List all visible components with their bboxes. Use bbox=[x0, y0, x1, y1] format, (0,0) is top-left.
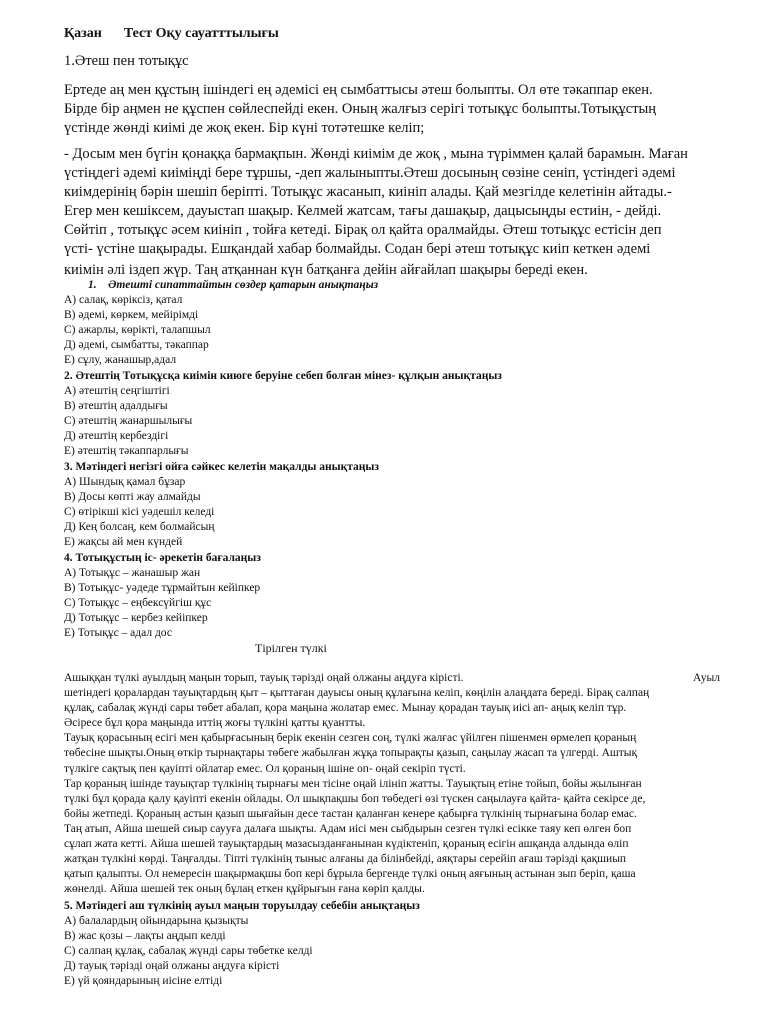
text-line: құлақ, сабалақ жүнді сары төбет абалап, қора маңына жолатар емес. Мынау қорадан тауық иісі ап- аңық келіп тұр. bbox=[64, 702, 627, 715]
document-header bbox=[64, 26, 279, 42]
text-line: Ашыққан түлкі ауылдың маңын торып, тауық тәрізді оңай олжаны аңдуға кірісті. Ауыл bbox=[64, 671, 704, 686]
answer-option[interactable]: В) жас қозы – лақты аңдып келді bbox=[64, 930, 226, 942]
text-line: жөнелді. Айша шешей тек оның бұлаң еткен құйрығын ғана көріп қалды. bbox=[64, 883, 425, 896]
answer-option[interactable]: С) Тотықұс – еңбексүйгіш құс bbox=[64, 597, 212, 609]
question-title: 4. Тотықұстың іс- әрекетін бағалаңыз bbox=[64, 552, 261, 564]
answer-option[interactable]: А) әтештің сеңгіштігі bbox=[64, 385, 170, 397]
question-title: 1. Әтешті сипаттайтын сөздер қатарын анықтаңыз bbox=[88, 279, 379, 291]
text-line: бойы жетпеді. Қораның астын қазып шығайын десе тастан қаланған кенере қабырға түлкінің тырнағына болар емас. bbox=[64, 807, 637, 820]
answer-option[interactable]: Е) жақсы ай мен күндей bbox=[64, 536, 183, 548]
text-line: - Досым мен бүгін қонаққа бармақпын. Жөнді киімім де жоқ , мына түріммен қалай барамын. Маған bbox=[64, 146, 688, 162]
header-title: Тест Оқу сауатттылығы bbox=[123, 26, 279, 41]
answer-option[interactable]: Е) сұлу, жанашыр,адал bbox=[64, 354, 177, 366]
answer-option[interactable]: С) ажарлы, көрікті, талапшыл bbox=[64, 324, 211, 336]
answer-option[interactable]: А) Шындық қамал бұзар bbox=[64, 476, 186, 488]
text-line: Әсіресе бұл қора маңында иттің жоғы түлкіні қатты қуантты. bbox=[64, 717, 366, 730]
answer-option[interactable]: Д) әдемі, сымбатты, тәкаппар bbox=[64, 339, 209, 351]
answer-option[interactable]: Д) Тотықұс – кербез кейіпкер bbox=[64, 612, 208, 624]
answer-option[interactable]: А) салақ, көріксіз, қатал bbox=[64, 294, 183, 306]
answer-option[interactable]: В) Досы көпті жау алмайды bbox=[64, 491, 201, 503]
answer-option[interactable]: С) өтірікші кісі уәдешіл келеді bbox=[64, 506, 215, 518]
text-line: Таң атып, Айша шешей сиыр саууға далаға шықты. Адам иісі мен сыбдырын сезген түлкі есікке таяу кеп өлген боп bbox=[64, 822, 632, 835]
answer-option[interactable]: А) Тотықұс – жанашыр жан bbox=[64, 567, 201, 579]
question-5 bbox=[64, 899, 420, 989]
question-title: 3. Мәтіндегі негізгі ойға сәйкес келетін мақалды анықтаңыз bbox=[64, 461, 380, 473]
text-line: Ертеде аң мен құстың ішіндегі ең әдемісі ең сымбаттысы әтеш болыпты. Ол өте тәкаппар екен. bbox=[64, 82, 653, 98]
text-line: үстінде жөнді киімі де жоқ екен. Бір күні тотәтешке келіп; bbox=[64, 120, 425, 136]
answer-option[interactable]: С) әтештің жанаршылығы bbox=[64, 415, 193, 427]
text-line: Бірде бір аңмен не құспен сөйлеспейді екен. Оның жалғыз серігі тотықұс болыпты.Тотықұстың bbox=[64, 101, 657, 117]
text-line: қатып қалыпты. Ол немересін шақырмақшы боп кері бұрыла бергенде түлкі оның аяғының астынан зып беріп, қаша bbox=[64, 868, 636, 881]
text-line: жатқан түлкіні көрді. Таңғалды. Тіпті түлкінің тыныс алғаны да білінбейді, аяқтары серейіп ағаш тәрізді қақшиып bbox=[64, 853, 627, 866]
question-title: 2. Әтештің Тотықұсқа киімін киюге беруіне себеп болған мінез- құлқын анықтаңыз bbox=[64, 370, 502, 382]
question-title: 5. Мәтіндегі аш түлкінің ауыл маңын торуылдау себебін анықтаңыз bbox=[64, 900, 420, 912]
story-text bbox=[64, 671, 720, 897]
answer-option[interactable]: В) Тотықұс- уәдеде тұрмайтын кейіпкер bbox=[64, 582, 261, 594]
text-line: сұлап жата кетті. Айша шешей тауықтардың мазасызданғанынан күдіктеніп, қораның есігін ашқанда алдында өліп bbox=[64, 838, 629, 851]
answer-option[interactable]: Е) үй қояндарының иісіне елтіді bbox=[64, 975, 223, 987]
section1-paragraph3: киімін әлі іздеп жүр. Таң атқаннан күн батқанға дейін айғайлап шақыры береді екен. bbox=[64, 262, 588, 278]
question-1 bbox=[64, 278, 378, 368]
question-4 bbox=[64, 551, 261, 641]
text-line: Егер мен кешіксем, дауыстап шақыр. Келмей жатсам, тағы дашақыр, дацысыңды естиін, - дейді. bbox=[64, 203, 662, 219]
answer-option[interactable]: Д) тауық тәрізді оңай олжаны аңдуға кірісті bbox=[64, 960, 280, 972]
section1-title: 1.Әтеш пен тотықұс bbox=[64, 53, 189, 69]
answer-option[interactable]: Е) әтештің тәкаппарлығы bbox=[64, 445, 189, 457]
question-3 bbox=[64, 460, 379, 550]
section1-paragraph1 bbox=[64, 81, 656, 138]
answer-option[interactable]: В) әтештің адалдығы bbox=[64, 400, 168, 412]
answer-option[interactable]: С) салпаң құлақ, сабалақ жүнді сары төбетке келді bbox=[64, 945, 313, 957]
answer-option[interactable]: Д) Кең болсаң, кем болмайсың bbox=[64, 521, 215, 533]
header-city: Қазан bbox=[64, 26, 102, 41]
text-fragment: Ауыл bbox=[693, 672, 720, 684]
story-title: Тірілген түлкі bbox=[255, 641, 327, 655]
text-line: шетіндегі қоралардан тауықтардың қыт – қыттаған дауысы оның құлағына келіп, көңілін алаңдата береді. Бірақ салпаң bbox=[64, 687, 650, 700]
question-2 bbox=[64, 369, 502, 459]
text-line: түлкі бұл қорада қалу қауіпті екенін ойлады. Ол шықпақшы боп төбедегі өзі түскен саңылауға қайта- қайта секірсе де, bbox=[64, 792, 646, 805]
answer-option[interactable]: В) әдемі, көркем, мейірімді bbox=[64, 309, 199, 321]
section1-paragraph2 bbox=[64, 145, 688, 259]
answer-option[interactable]: А) балалардың ойындарына қызықты bbox=[64, 915, 249, 927]
answer-option[interactable]: Д) әтештің кербездігі bbox=[64, 430, 169, 442]
text-line: үсті- үстіне шақырады. Ешқандай хабар болмайды. Содан бері әтеш тотықұс киіп кеткен әдемі bbox=[64, 241, 651, 257]
text-line: үстіңдегі әдемі киіміңді бере тұршы, -деп жалыныпты.Әтеш досының сөзіне сеніп, үстіндегі әдемі bbox=[64, 165, 676, 181]
text-line: Тар қораның ішінде тауықтар түлкінің тырнағы мен тісіне оңай ілініп жатты. Тауықтың етіне тойып, бойы жылынған bbox=[64, 777, 642, 790]
text-line: төбесіне шықты.Оның өткір тырнақтары төбеге жабылған жұқа топырақты қазып, саңылау жасап та үлгерді. Аштық bbox=[64, 747, 638, 760]
text-line: киімдерінің бәрін шешіп беріпті. Тотықұс жасанып, киініп алады. Қай мезгілде келетінін айтады.- bbox=[64, 184, 672, 200]
text-line: Сөйтіп , тотықұс әсем киініп , тойға кетеді. Бірақ ол қайта оралмайды. Әтеш тотықұс естісін деп bbox=[64, 222, 662, 238]
text-line: Тауық қорасының есігі мен қабырғасының берік екенін сезген соң, түлкі жалғас үйілген пішенмен өрмелеп қораның bbox=[64, 732, 637, 745]
text-line: түлкіге сақтық пен қауіпті ойлатар емес. Ол қораның ішіне оп- оңай секіріп түсті. bbox=[64, 762, 466, 775]
answer-option[interactable]: Е) Тотықұс – адал дос bbox=[64, 627, 172, 639]
